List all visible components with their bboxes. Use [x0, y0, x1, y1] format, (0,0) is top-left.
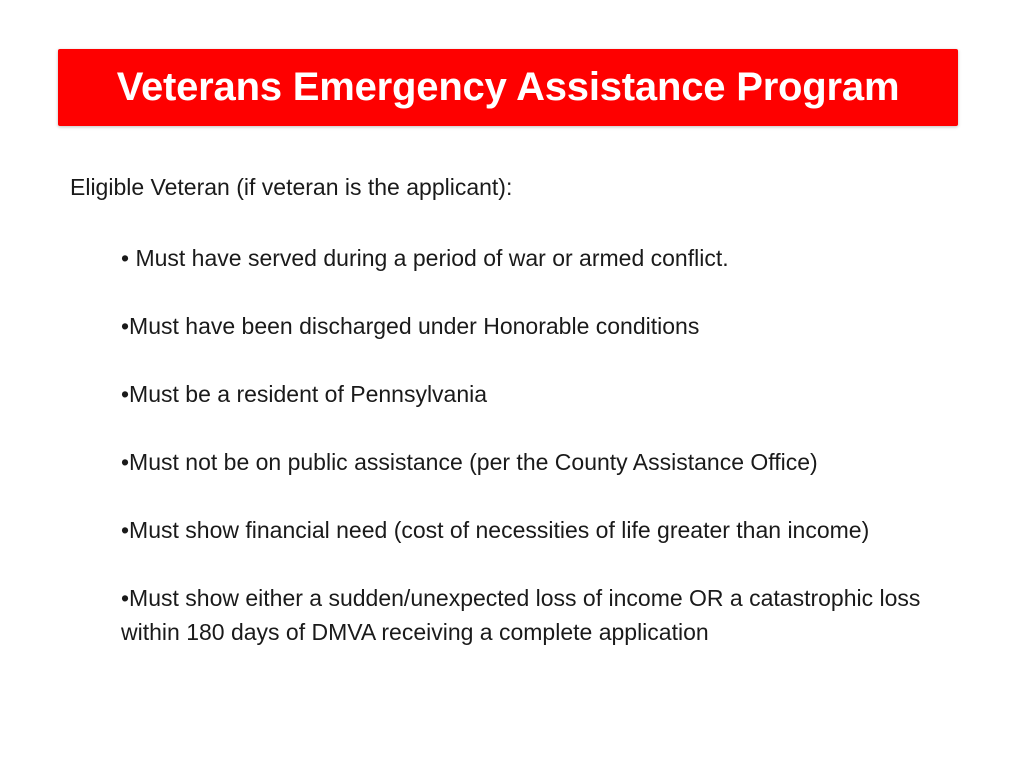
title-banner [58, 49, 958, 126]
bullet-loss-of-income: •Must show either a sudden/unexpected loss of income OR a catastrophic loss within 180 days of DMVA receiving a complete application [121, 585, 921, 645]
bullet-war-service: • Must have served during a period of war or armed conflict. [121, 245, 729, 271]
bullet-no-public-assistance: •Must not be on public assistance (per the County Assistance Office) [121, 449, 818, 475]
bullet-honorable-discharge: •Must have been discharged under Honorable conditions [121, 313, 700, 339]
bullet-financial-need: •Must show financial need (cost of necessities of life greater than income) [121, 517, 870, 543]
eligibility-intro: Eligible Veteran (if veteran is the applicant): [70, 174, 513, 200]
slide-title: Veterans Emergency Assistance Program [116, 65, 900, 109]
eligibility-bullet-list [121, 241, 921, 649]
bullet-pa-resident: •Must be a resident of Pennsylvania [121, 381, 488, 407]
